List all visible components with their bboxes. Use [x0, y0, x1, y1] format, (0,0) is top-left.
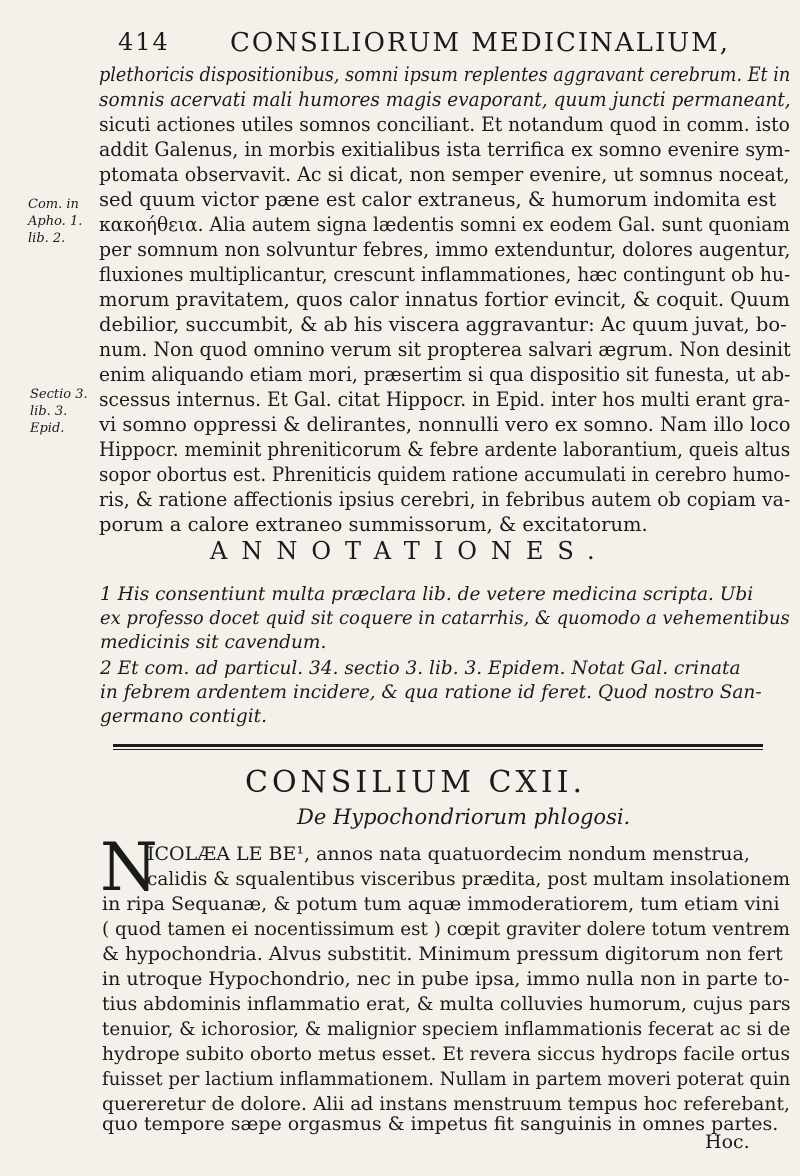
- running-head: [118, 28, 778, 58]
- text-line: ( quod tamen ei nocentissimum est ) cœpit graviter dolere totum ventrem: [102, 918, 790, 940]
- margin-note-line: Sectio 3.: [30, 387, 88, 402]
- text-line: addit Galenus, in morbis exitialibus ista terrifica ex somno evenire sym-: [99, 138, 791, 161]
- text-line: ris, & ratione affectionis ipsius cerebri, in febribus autem ob copiam va-: [99, 488, 791, 511]
- text-line: sed quum victor pæne est calor extraneus, & humorum indomita est: [99, 188, 777, 211]
- margin-note-line: lib. 3.: [30, 404, 68, 419]
- annotation-line: 2 Et com. ad particul. 34. sectio 3. lib. 3. Epidem. Notat Gal. crinata: [100, 658, 741, 679]
- text-line: fluxiones multiplicantur, crescunt inflammationes, hæc contingunt ob hu-: [99, 263, 791, 286]
- text-line: morum pravitatem, quos calor innatus fortior evincit, & coquit. Quum: [99, 288, 790, 311]
- text-line: ptomata observavit. Ac si dicat, non semper evenire, ut somnus noceat,: [99, 163, 790, 186]
- annotations-heading: ANNOTATIONES.: [210, 537, 609, 565]
- text-line: hydrope subito oborto metus esset. Et revera siccus hydrops facile ortus: [102, 1043, 791, 1065]
- text-line: calidis & squalentibus visceribus prædita, post multam insolationem: [147, 868, 790, 890]
- text-line: & hypochondria. Alvus substitit. Minimum pressum digitorum non fert: [102, 943, 783, 965]
- catchword: Hoc.: [705, 1131, 750, 1153]
- consilium-subtitle: De Hypochondriorum phlogosi.: [297, 805, 631, 829]
- text-line: somnis acervati mali humores magis evaporant, quum juncti permaneant,: [99, 88, 791, 111]
- annotation-line: ex professo docet quid sit coquere in catarrhis, & quomodo a vehementibus: [100, 608, 790, 629]
- margin-note-line: Com. in: [28, 197, 79, 212]
- text-line: enim aliquando etiam mori, præsertim si qua dispositio sit funesta, ut ab-: [99, 363, 791, 386]
- text-line: plethoricis dispositionibus, somni ipsum replentes aggravant cerebrum. Et in: [99, 63, 791, 86]
- running-title: CONSILIORUM MEDICINALIUM,: [230, 28, 731, 58]
- annotation-line: medicinis sit cavendum.: [100, 632, 327, 653]
- text-line: in utroque Hypochondrio, nec in pube ipsa, immo nulla non in parte to-: [102, 968, 790, 990]
- text-line: Hippocr. meminit phreniticorum & febre ardente laborantium, queis altus: [99, 438, 791, 461]
- text-line: fuisset per lactium inflammationem. Nullam in partem moveri poterat quin: [102, 1068, 791, 1090]
- margin-note-line: Epid.: [30, 421, 65, 436]
- text-line: scessus internus. Et Gal. citat Hippocr. in Epid. inter hos multi erant gra-: [99, 388, 791, 411]
- text-line: quereretur de dolore. Alii ad instans menstruum tempus hoc referebant,: [102, 1093, 790, 1115]
- text-line: num. Non quod omnino verum sit propterea salvari ægrum. Non desinit: [99, 338, 791, 361]
- text-line: tius abdominis inflammatio erat, & multa colluvies humorum, cujus pars: [102, 993, 791, 1015]
- margin-note-line: lib. 2.: [28, 231, 66, 246]
- text-line: porum a calore extraneo summissorum, & excitatorum.: [99, 513, 648, 536]
- margin-note: [30, 386, 88, 437]
- annotation-line: in febrem ardentem incidere, & qua ratione id feret. Quod nostro San-: [100, 682, 762, 703]
- text-line: κακοήθεια. Alia autem signa lædentis somni ex eodem Gal. sunt quoniam: [99, 213, 791, 236]
- section-rule-thin: [113, 749, 763, 750]
- margin-note-line: Apho. 1.: [28, 214, 83, 229]
- section-rule: [113, 744, 763, 747]
- text-line: per somnum non solvuntur febres, immo extenduntur, dolores augentur,: [99, 238, 791, 261]
- text-line: in ripa Sequanæ, & potum tum aquæ immoderatiorem, tum etiam vini: [102, 893, 780, 915]
- text-line: ICOLÆA LE BE¹, annos nata quatuordecim nondum menstrua,: [147, 843, 750, 865]
- text-line: debilior, succumbit, & ab his viscera aggravantur: Ac quum juvat, bo-: [99, 313, 787, 336]
- text-line: vi somno oppressi & delirantes, nonnulli vero ex somno. Nam illo loco: [99, 413, 791, 436]
- margin-note: [28, 196, 82, 247]
- annotation-line: 1 His consentiunt multa præclara lib. de vetere medicina scripta. Ubi: [100, 584, 754, 605]
- text-line: sicuti actiones utiles somnos conciliant. Et notandum quod in comm. isto: [99, 113, 790, 136]
- text-line: quo tempore sæpe orgasmus & impetus fit sanguinis in omnes partes.: [102, 1113, 779, 1135]
- page-number: 414: [118, 28, 170, 56]
- text-line: sopor obortus est. Phreniticis quidem ratione accumulati in cerebro humo-: [99, 463, 791, 486]
- drop-cap: N: [100, 829, 158, 906]
- consilium-title: CONSILIUM CXII.: [245, 765, 587, 800]
- annotation-line: germano contigit.: [100, 706, 267, 727]
- text-line: tenuior, & ichorosior, & malignior speciem inflammationis fecerat ac si de: [102, 1018, 791, 1040]
